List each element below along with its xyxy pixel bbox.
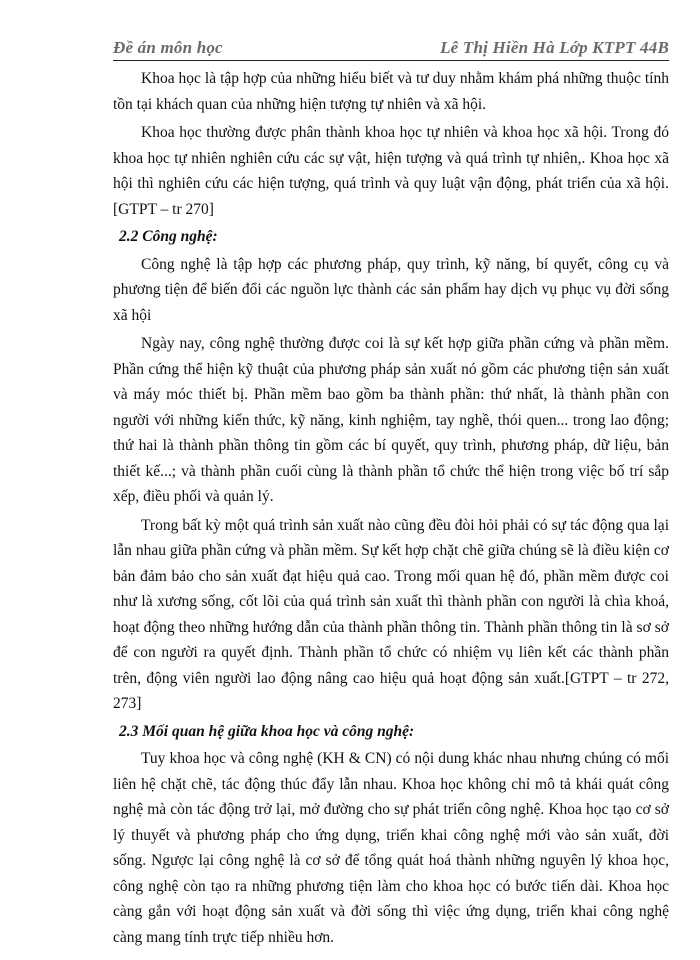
paragraph-science-classification: Khoa học thường được phân thành khoa học tự nhiên và khoa học xã hội. Trong đó khoa học tự nhiên nghiên cứu các sự vật, hiện tượng và quá trình tự nhiên,. Khoa học xã hội thì nghiên cứu các hiện tượng, quá trình và quy luật vận động, phát triển của xã hội.[GTPT – tr 270] xyxy=(113,124,669,218)
paragraph-technology-definition: Công nghệ là tập hợp các phương pháp, quy trình, kỹ năng, bí quyết, công cụ và phương tiện để biến đổi các nguồn lực thành các sản phẩm hay dịch vụ phục vụ đời sống xã hội xyxy=(113,255,669,324)
section-heading-2-2: 2.2 Công nghệ: xyxy=(119,228,218,245)
header-divider xyxy=(113,60,669,61)
header-course-title: Đề án môn học xyxy=(113,38,223,57)
header-author-class: Lê Thị Hiền Hà Lớp KTPT 44B xyxy=(440,38,669,57)
paragraph-science-technology-relation: Tuy khoa học và công nghệ (KH & CN) có nội dung khác nhau nhưng chúng có mối liên hệ chặt chẽ, tác động thúc đẩy lẫn nhau. Khoa học không chỉ mô tả khái quát công nghệ mà còn tác động trở lại, mở đường cho sự phát triển công nghệ. Khoa học tạo cơ sở lý thuyết và phương pháp cho ứng dụng, triển khai công nghệ mới vào sản xuất, đời sống. Ngược lại công nghệ là cơ sở để tổng quát hoá thành những nguyên lý khoa học, công nghệ còn tạo ra những phương tiện làm cho khoa học có bước tiến dài. Khoa học càng gắn với hoạt động sản xuất và đời sống thì việc ứng dụng, triển khai công nghệ càng mang tính trực tiếp nhiều hơn. xyxy=(113,750,669,946)
section-heading-2-3: 2.3 Mối quan hệ giữa khoa học và công nghệ: xyxy=(119,722,415,740)
paragraph-hardware-software: Ngày nay, công nghệ thường được coi là sự kết hợp giữa phần cứng và phần mềm. Phần cứng thể hiện kỹ thuật của phương pháp sản xuất nó gồm các phương tiện sản xuất và máy móc thiết bị. Phần mềm bao gồm ba thành phần: thứ nhất, là thành phần con người với những kiến thức, kỹ năng, kinh nghiệm, tay nghề, thói quen... trong lao động; thứ hai là thành phần thông tin gồm các bí quyết, quy trình, phương pháp, dữ liệu, bản thiết kế...; và thành phần cuối cùng là thành phần tổ chức thể hiện trong việc bố trí sắp xếp, điều phối và quản lý. xyxy=(113,335,669,505)
document-body xyxy=(113,66,669,950)
page-header xyxy=(113,38,669,58)
paragraph-production-process: Trong bất kỳ một quá trình sản xuất nào cũng đều đòi hỏi phải có sự tác động qua lại lẫn nhau giữa phần cứng và phần mềm. Sự kết hợp chặt chẽ giữa chúng sẽ là điều kiện cơ bản đảm bảo cho sản xuất đạt hiệu quả cao. Trong mối quan hệ đó, phần mềm được coi như là xương sống, cốt lõi của quá trình sản xuất thì thành phần con người là chìa khoá, hoạt động theo những hướng dẫn của thành phần thông tin. Thành phần thông tin là sơ sở để con người ra quyết định. Thành phần tổ chức có nhiệm vụ liên kết các thành phần trên, động viên người lao động nâng cao hiệu quả hoạt động sản xuất.[GTPT – tr 272, 273] xyxy=(113,516,669,712)
paragraph-science-definition: Khoa học là tập hợp của những hiểu biết và tư duy nhằm khám phá những thuộc tính tồn tại khách quan của những hiện tượng tự nhiên và xã hội. xyxy=(113,70,669,113)
